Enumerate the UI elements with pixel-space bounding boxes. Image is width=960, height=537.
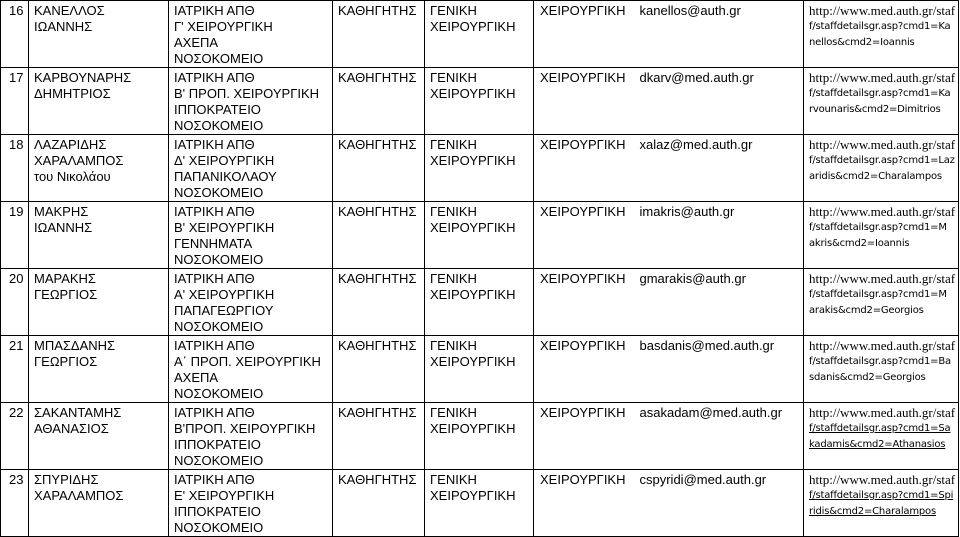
unit-cell xyxy=(169,202,333,269)
name-line: του Νικολάου xyxy=(34,169,111,184)
rank-cell xyxy=(333,269,425,336)
field-line: ΧΕΙΡΟΥΡΓΙΚΗ xyxy=(430,153,516,168)
table-row xyxy=(1,336,959,403)
email-link[interactable]: xalaz@med.auth.gr xyxy=(639,137,753,152)
unit-line: ΙΑΤΡΙΚΗ ΑΠΘ xyxy=(174,3,255,18)
profile-url-cell xyxy=(804,202,959,269)
unit-line: Ε' ΧΕΙΡΟΥΡΓΙΚΗ xyxy=(174,488,275,503)
rank-text: ΚΑΘΗΓΗΤΗΣ xyxy=(338,271,417,286)
row-number: 17 xyxy=(9,70,24,85)
unit-line: Α΄ ΠΡΟΠ. ΧΕΙΡΟΥΡΓΙΚΗ xyxy=(174,354,321,369)
rank-cell xyxy=(333,202,425,269)
staff-table-body xyxy=(1,1,959,537)
unit-line: ΙΑΤΡΙΚΗ ΑΠΘ xyxy=(174,338,255,353)
profile-url-line[interactable]: http://www.med.auth.gr/staf xyxy=(809,204,956,219)
table-row xyxy=(1,269,959,336)
field-cell xyxy=(425,336,534,403)
row-number-cell xyxy=(1,68,29,135)
email-link[interactable]: asakadam@med.auth.gr xyxy=(639,405,783,420)
field-line: ΓΕΝΙΚΗ xyxy=(430,271,477,286)
row-number-cell xyxy=(1,135,29,202)
email-link[interactable]: gmarakis@auth.gr xyxy=(639,271,746,286)
row-number: 23 xyxy=(9,472,24,487)
row-number: 20 xyxy=(9,271,24,286)
profile-url-line[interactable]: nellos&cmd2=Ioannis xyxy=(809,37,915,48)
unit-line: ΙΑΤΡΙΚΗ ΑΠΘ xyxy=(174,405,255,420)
profile-url-line[interactable]: arakis&cmd2=Georgios xyxy=(809,305,924,316)
unit-cell xyxy=(169,403,333,470)
unit-cell xyxy=(169,470,333,537)
unit-line: ΑΧΕΠΑ xyxy=(174,370,219,385)
unit-line: ΙΑΤΡΙΚΗ ΑΠΘ xyxy=(174,271,255,286)
specialty-email-cell xyxy=(534,1,804,68)
row-number-cell xyxy=(1,403,29,470)
table-row xyxy=(1,403,959,470)
field-line: ΓΕΝΙΚΗ xyxy=(430,405,477,420)
rank-text: ΚΑΘΗΓΗΤΗΣ xyxy=(338,405,417,420)
profile-url-line[interactable]: f/staffdetailsgr.asp?cmd1=Ka xyxy=(809,88,951,99)
rank-text: ΚΑΘΗΓΗΤΗΣ xyxy=(338,70,417,85)
table-row xyxy=(1,1,959,68)
email-link[interactable]: dkarv@med.auth.gr xyxy=(639,70,754,85)
row-number-cell xyxy=(1,202,29,269)
row-number-cell xyxy=(1,336,29,403)
rank-cell xyxy=(333,135,425,202)
rank-cell xyxy=(333,336,425,403)
profile-url-line[interactable]: f/staffdetailsgr.asp?cmd1=Laz xyxy=(809,155,955,166)
field-cell xyxy=(425,68,534,135)
field-line: ΧΕΙΡΟΥΡΓΙΚΗ xyxy=(430,488,516,503)
name-line: ΙΩΑΝΝΗΣ xyxy=(34,19,93,34)
unit-line: Β' ΧΕΙΡΟΥΡΓΙΚΗ xyxy=(174,220,275,235)
name-cell xyxy=(29,269,169,336)
field-cell xyxy=(425,470,534,537)
profile-url-cell xyxy=(804,470,959,537)
rank-text: ΚΑΘΗΓΗΤΗΣ xyxy=(338,3,417,18)
profile-url-line[interactable]: ridis&cmd2=Charalampos xyxy=(809,506,936,517)
name-line: ΜΑΡΑΚΗΣ xyxy=(34,271,96,286)
profile-url-line[interactable]: http://www.med.auth.gr/staf xyxy=(809,472,956,487)
rank-text: ΚΑΘΗΓΗΤΗΣ xyxy=(338,204,417,219)
profile-url-line[interactable]: f/staffdetailsgr.asp?cmd1=Ba xyxy=(809,356,951,367)
profile-url-cell xyxy=(804,403,959,470)
unit-line: Β' ΠΡΟΠ. ΧΕΙΡΟΥΡΓΙΚΗ xyxy=(174,86,320,101)
name-line: ΚΑΡΒΟΥΝΑΡΗΣ xyxy=(34,70,132,85)
table-row xyxy=(1,470,959,537)
unit-line: ΝΟΣΟΚΟΜΕΙΟ xyxy=(174,185,264,200)
unit-line: ΝΟΣΟΚΟΜΕΙΟ xyxy=(174,386,264,401)
name-line: ΧΑΡΑΛΑΜΠΟΣ xyxy=(34,488,124,503)
rank-text: ΚΑΘΗΓΗΤΗΣ xyxy=(338,472,417,487)
profile-url-line[interactable]: akris&cmd2=Ioannis xyxy=(809,238,910,249)
specialty-text: ΧΕΙΡΟΥΡΓΙΚΗ xyxy=(540,137,626,152)
profile-url-line[interactable]: http://www.med.auth.gr/staf xyxy=(809,3,956,18)
row-number: 22 xyxy=(9,405,24,420)
email-link[interactable]: basdanis@med.auth.gr xyxy=(639,338,775,353)
profile-url-cell xyxy=(804,269,959,336)
unit-line: ΙΠΠΟΚΡΑΤΕΙΟ xyxy=(174,102,261,117)
profile-url-cell xyxy=(804,135,959,202)
name-line: ΣΠΥΡΙΔΗΣ xyxy=(34,472,99,487)
profile-url-cell xyxy=(804,1,959,68)
unit-line: ΠΑΠΑΓΕΩΡΓΙΟΥ xyxy=(174,303,274,318)
unit-line: ΝΟΣΟΚΟΜΕΙΟ xyxy=(174,252,264,267)
profile-url-line[interactable]: kadamis&cmd2=Athanasios xyxy=(809,439,946,450)
rank-cell xyxy=(333,1,425,68)
unit-line: Γ' ΧΕΙΡΟΥΡΓΙΚΗ xyxy=(174,19,273,34)
name-cell xyxy=(29,135,169,202)
name-line: ΑΘΑΝΑΣΙΟΣ xyxy=(34,421,109,436)
unit-line: ΓΕΝΝΗΜΑΤΑ xyxy=(174,236,253,251)
unit-cell xyxy=(169,68,333,135)
profile-url-line[interactable]: http://www.med.auth.gr/staf xyxy=(809,137,956,152)
rank-cell xyxy=(333,403,425,470)
specialty-email-cell xyxy=(534,202,804,269)
field-cell xyxy=(425,403,534,470)
unit-line: Β'ΠΡΟΠ. ΧΕΙΡΟΥΡΓΙΚΗ xyxy=(174,421,316,436)
name-line: ΧΑΡΑΛΑΜΠΟΣ xyxy=(34,153,124,168)
specialty-email-cell xyxy=(534,68,804,135)
name-cell xyxy=(29,336,169,403)
rank-cell xyxy=(333,68,425,135)
field-cell xyxy=(425,202,534,269)
email-link[interactable]: imakris@auth.gr xyxy=(639,204,735,219)
unit-line: ΙΠΠΟΚΡΑΤΕΙΟ xyxy=(174,504,261,519)
email-link[interactable]: cspyridi@med.auth.gr xyxy=(639,472,767,487)
name-line: ΜΠΑΣΔΑΝΗΣ xyxy=(34,338,116,353)
field-line: ΧΕΙΡΟΥΡΓΙΚΗ xyxy=(430,287,516,302)
row-number-cell xyxy=(1,1,29,68)
unit-cell xyxy=(169,336,333,403)
profile-url-line[interactable]: aridis&cmd2=Charalampos xyxy=(809,171,942,182)
profile-url-line[interactable]: f/staffdetailsgr.asp?cmd1=Spi xyxy=(809,490,954,501)
specialty-email-cell xyxy=(534,269,804,336)
row-number: 18 xyxy=(9,137,24,152)
specialty-email-cell xyxy=(534,403,804,470)
specialty-email-cell xyxy=(534,135,804,202)
specialty-text: ΧΕΙΡΟΥΡΓΙΚΗ xyxy=(540,204,626,219)
specialty-email-cell xyxy=(534,470,804,537)
field-line: ΓΕΝΙΚΗ xyxy=(430,338,477,353)
row-number: 21 xyxy=(9,338,24,353)
name-line: ΚΑΝΕΛΛΟΣ xyxy=(34,3,105,18)
rank-text: ΚΑΘΗΓΗΤΗΣ xyxy=(338,338,417,353)
unit-line: ΙΑΤΡΙΚΗ ΑΠΘ xyxy=(174,472,255,487)
unit-line: ΙΑΤΡΙΚΗ ΑΠΘ xyxy=(174,204,255,219)
unit-cell xyxy=(169,269,333,336)
unit-line: ΝΟΣΟΚΟΜΕΙΟ xyxy=(174,453,264,468)
profile-url-line[interactable]: f/staffdetailsgr.asp?cmd1=M xyxy=(809,222,947,233)
name-line: ΔΗΜΗΤΡΙΟΣ xyxy=(34,86,111,101)
unit-line: ΝΟΣΟΚΟΜΕΙΟ xyxy=(174,520,264,535)
specialty-text: ΧΕΙΡΟΥΡΓΙΚΗ xyxy=(540,3,626,18)
rank-text: ΚΑΘΗΓΗΤΗΣ xyxy=(338,137,417,152)
name-line: ΓΕΩΡΓΙΟΣ xyxy=(34,354,98,369)
profile-url-line[interactable]: sdanis&cmd2=Georgios xyxy=(809,372,926,383)
unit-line: ΠΑΠΑΝΙΚΟΛΑΟΥ xyxy=(174,169,277,184)
unit-line: ΑΧΕΠΑ xyxy=(174,35,219,50)
unit-line: Α' ΧΕΙΡΟΥΡΓΙΚΗ xyxy=(174,287,275,302)
name-cell xyxy=(29,202,169,269)
unit-cell xyxy=(169,1,333,68)
specialty-text: ΧΕΙΡΟΥΡΓΙΚΗ xyxy=(540,405,626,420)
name-cell xyxy=(29,1,169,68)
unit-line: ΝΟΣΟΚΟΜΕΙΟ xyxy=(174,51,264,66)
row-number: 16 xyxy=(9,3,24,18)
profile-url-line[interactable]: http://www.med.auth.gr/staf xyxy=(809,271,956,286)
profile-url-line[interactable]: f/staffdetailsgr.asp?cmd1=Ka xyxy=(809,21,951,32)
row-number: 19 xyxy=(9,204,24,219)
field-line: ΓΕΝΙΚΗ xyxy=(430,472,477,487)
name-cell xyxy=(29,470,169,537)
name-cell xyxy=(29,68,169,135)
table-row xyxy=(1,202,959,269)
unit-line: ΙΑΤΡΙΚΗ ΑΠΘ xyxy=(174,137,255,152)
field-line: ΧΕΙΡΟΥΡΓΙΚΗ xyxy=(430,354,516,369)
profile-url-line[interactable]: http://www.med.auth.gr/staf xyxy=(809,338,956,353)
field-line: ΧΕΙΡΟΥΡΓΙΚΗ xyxy=(430,220,516,235)
field-line: ΧΕΙΡΟΥΡΓΙΚΗ xyxy=(430,19,516,34)
specialty-text: ΧΕΙΡΟΥΡΓΙΚΗ xyxy=(540,338,626,353)
unit-line: ΙΑΤΡΙΚΗ ΑΠΘ xyxy=(174,70,255,85)
unit-line: ΝΟΣΟΚΟΜΕΙΟ xyxy=(174,319,264,334)
field-line: ΓΕΝΙΚΗ xyxy=(430,3,477,18)
specialty-email-cell xyxy=(534,336,804,403)
specialty-text: ΧΕΙΡΟΥΡΓΙΚΗ xyxy=(540,271,626,286)
field-line: ΓΕΝΙΚΗ xyxy=(430,70,477,85)
field-cell xyxy=(425,1,534,68)
rank-cell xyxy=(333,470,425,537)
row-number-cell xyxy=(1,470,29,537)
table-row xyxy=(1,135,959,202)
unit-cell xyxy=(169,135,333,202)
unit-line: ΙΠΠΟΚΡΑΤΕΙΟ xyxy=(174,437,261,452)
name-line: ΛΑΖΑΡΙΔΗΣ xyxy=(34,137,107,152)
profile-url-cell xyxy=(804,336,959,403)
profile-url-line[interactable]: f/staffdetailsgr.asp?cmd1=Sa xyxy=(809,423,951,434)
field-cell xyxy=(425,135,534,202)
specialty-text: ΧΕΙΡΟΥΡΓΙΚΗ xyxy=(540,70,626,85)
email-link[interactable]: kanellos@auth.gr xyxy=(639,3,741,18)
field-line: ΧΕΙΡΟΥΡΓΙΚΗ xyxy=(430,86,516,101)
field-line: ΓΕΝΙΚΗ xyxy=(430,137,477,152)
unit-line: Δ' ΧΕΙΡΟΥΡΓΙΚΗ xyxy=(174,153,275,168)
profile-url-line[interactable]: rvounaris&cmd2=Dimitrios xyxy=(809,104,941,115)
name-line: ΜΑΚΡΗΣ xyxy=(34,204,89,219)
profile-url-cell xyxy=(804,68,959,135)
profile-url-line[interactable]: http://www.med.auth.gr/staf xyxy=(809,70,956,85)
field-cell xyxy=(425,269,534,336)
unit-line: ΝΟΣΟΚΟΜΕΙΟ xyxy=(174,118,264,133)
specialty-text: ΧΕΙΡΟΥΡΓΙΚΗ xyxy=(540,472,626,487)
field-line: ΓΕΝΙΚΗ xyxy=(430,204,477,219)
name-line: ΙΩΑΝΝΗΣ xyxy=(34,220,93,235)
name-line: ΓΕΩΡΓΙΟΣ xyxy=(34,287,98,302)
name-cell xyxy=(29,403,169,470)
profile-url-line[interactable]: http://www.med.auth.gr/staf xyxy=(809,405,956,420)
row-number-cell xyxy=(1,269,29,336)
profile-url-line[interactable]: f/staffdetailsgr.asp?cmd1=M xyxy=(809,289,947,300)
table-row xyxy=(1,68,959,135)
field-line: ΧΕΙΡΟΥΡΓΙΚΗ xyxy=(430,421,516,436)
name-line: ΣΑΚΑΝΤΑΜΗΣ xyxy=(34,405,122,420)
